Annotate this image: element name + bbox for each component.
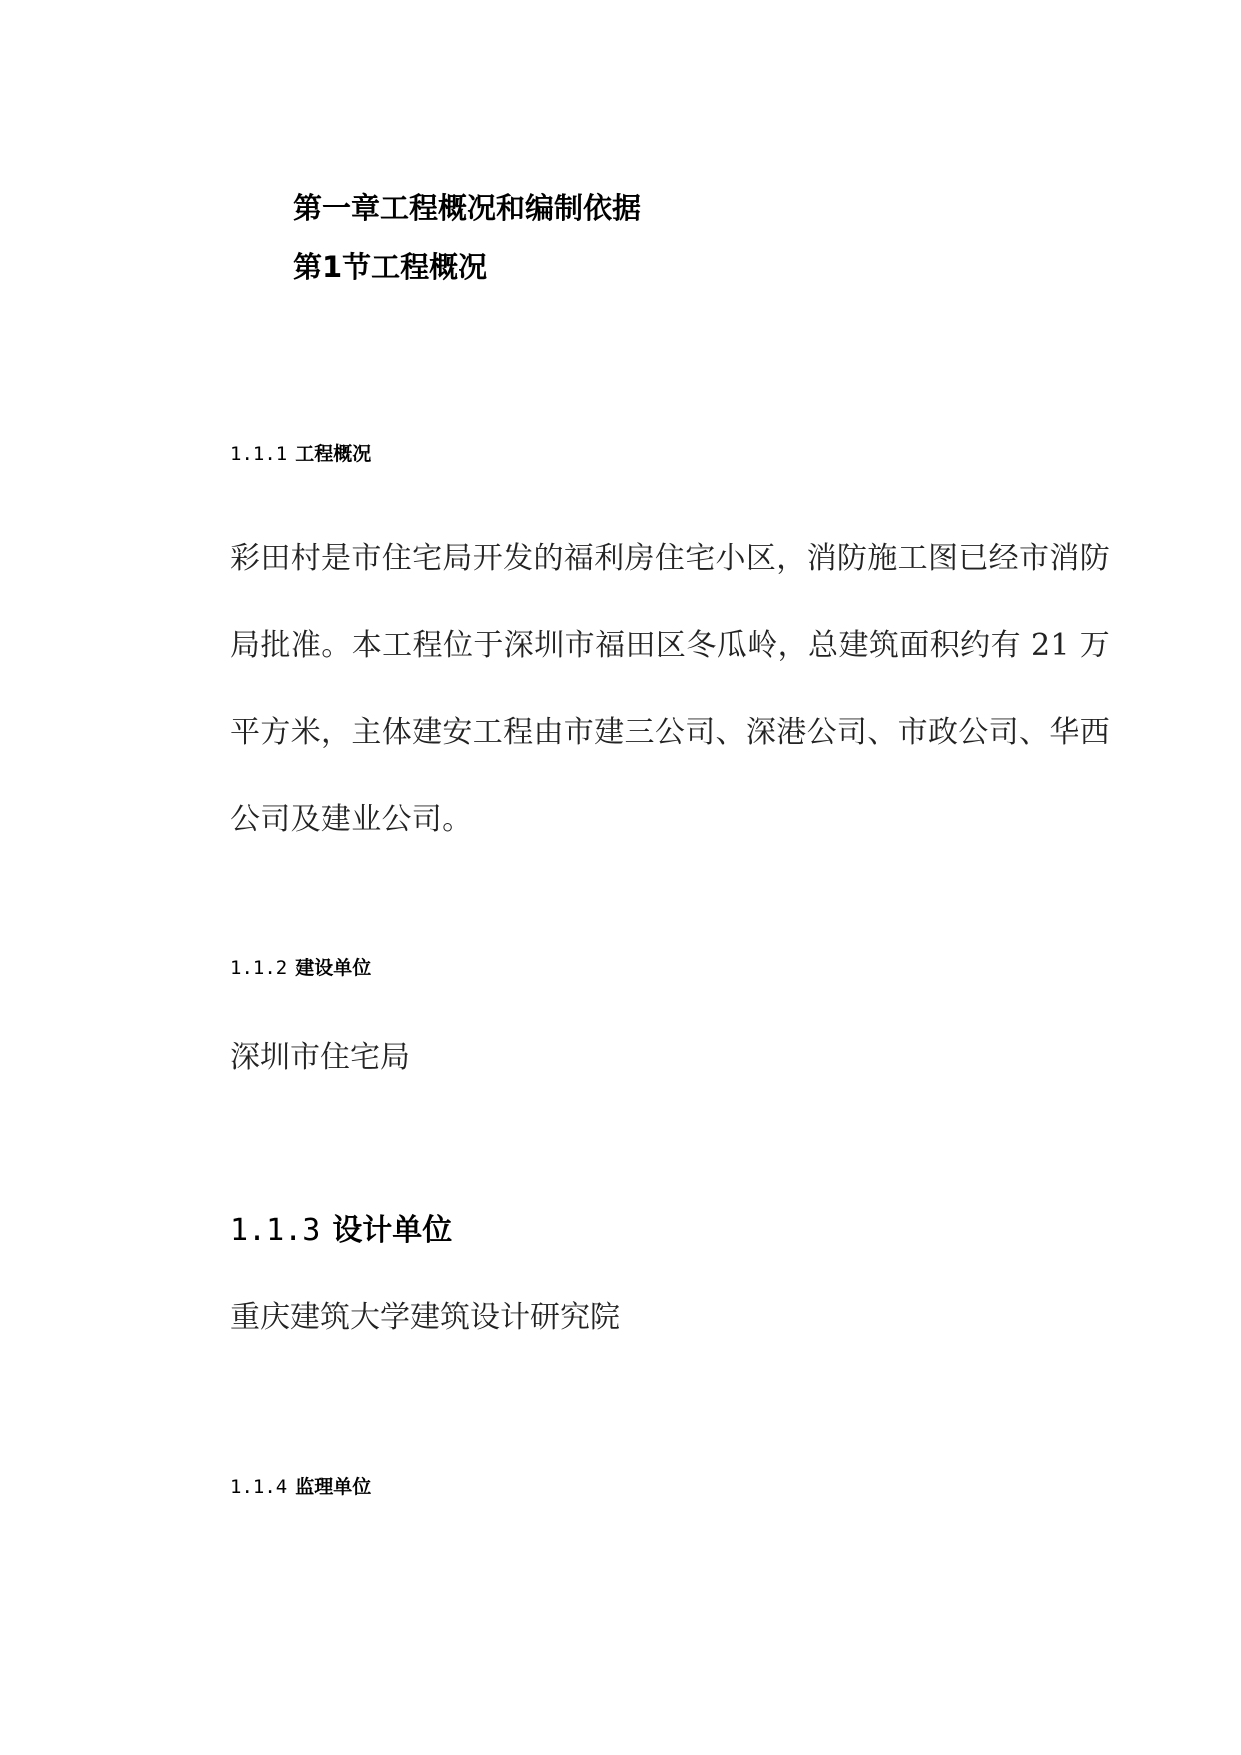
construction-unit-text: 深圳市住宅局 (230, 1040, 410, 1075)
subsection-heading-1-1-1 (230, 442, 371, 466)
subsection-title: 工程概况 (295, 443, 372, 465)
subsection-heading-1-1-2 (230, 956, 371, 980)
subsection-title: 监理单位 (295, 1476, 372, 1498)
subsection-number: 1.1.1 (230, 443, 288, 465)
subsection-heading-1-1-4 (230, 1475, 371, 1499)
subsection-number: 1.1.4 (230, 1476, 288, 1498)
subsection-number: 1.1.3 (230, 1213, 321, 1248)
design-unit-text: 重庆建筑大学建筑设计研究院 (230, 1300, 620, 1335)
subsection-number: 1.1.2 (230, 957, 288, 979)
section-title: 第1节工程概况 (293, 250, 488, 284)
chapter-title: 第一章工程概况和编制依据 (293, 191, 642, 225)
subsection-title: 建设单位 (295, 957, 372, 979)
subsection-title: 设计单位 (332, 1213, 453, 1248)
subsection-heading-1-1-3 (230, 1213, 452, 1249)
project-overview-paragraph: 彩田村是市住宅局开发的福利房住宅小区，消防施工图已经市消防局批准。本工程位于深圳市福田区冬瓜岭，总建筑面积约有 21 万平方米，主体建安工程由市建三公司、深港公司、市政公司、华西公司及建业公司。 (230, 541, 1110, 837)
